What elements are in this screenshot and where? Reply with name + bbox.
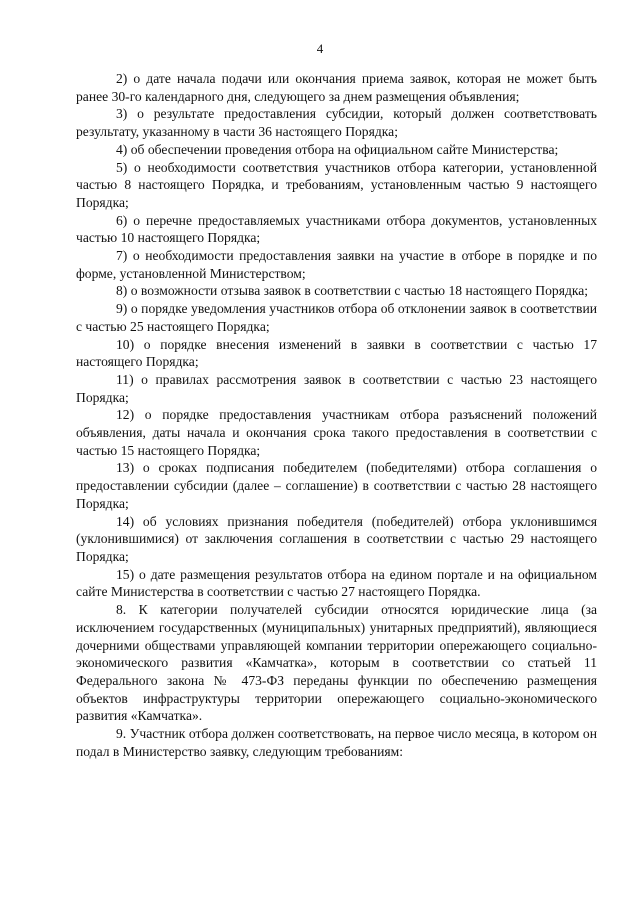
paragraph: 5) о необходимости соответствия участников отбора категории, установленной частью 8 настоящего Порядка, и требованиям, установленным частью 9 настоящего Порядка; [76,159,597,210]
paragraph: 8. К категории получателей субсидии относятся юридические лица (за исключением государственных (муниципальных) унитарных предприятий), являющиеся дочерними обществами управляющей компании территории опережающего социально-экономического развития «Камчатка», которым в соответствии со статьей 11 Федерального закона № 473-ФЗ переданы функции по обеспечению размещения объектов инфраструктуры территории опережающего социально-экономического развития «Камчатка». [76,602,597,724]
paragraph: 2) о дате начала подачи или окончания приема заявок, которая не может быть ранее 30-го календарного дня, следующего за днем размещения объявления; [76,71,597,104]
paragraph: 6) о перечне предоставляемых участниками отбора документов, установленных частью 10 настоящего Порядка; [76,212,597,246]
paragraph: 14) об условиях признания победителя (победителей) отбора уклонившимся (уклонившимися) от заключения соглашения в соответствии с частью 29 настоящего Порядка; [76,513,597,564]
document-body [76,70,597,760]
paragraph: 8) о возможности отзыва заявок в соответствии с частью 18 настоящего Порядка; [116,283,589,299]
paragraph: 3) о результате предоставления субсидии, который должен соответствовать результату, указанному в части 36 настоящего Порядка; [76,106,597,140]
paragraph: 9) о порядке уведомления участников отбора об отклонении заявок в соответствии с частью 25 настоящего Порядка; [76,301,597,334]
paragraph: 13) о сроках подписания победителем (победителями) отбора соглашения о предоставлении субсидии (далее – соглашение) в соответствии с частью 28 настоящего Порядка; [76,460,597,511]
paragraph: 12) о порядке предоставления участникам отбора разъяснений положений объявления, даты начала и окончания срока такого предоставления в соответствии с частью 15 настоящего Порядка; [76,407,597,458]
paragraph: 10) о порядке внесения изменений в заявки в соответствии с частью 17 настоящего Порядка; [76,336,597,370]
paragraph: 15) о дате размещения результатов отбора на едином портале и на официальном сайте Министерства в соответствии с частью 27 настоящего Порядка. [76,566,597,600]
paragraph: 11) о правилах рассмотрения заявок в соответствии с частью 23 настоящего Порядка; [76,371,597,405]
paragraph: 7) о необходимости предоставления заявки на участие в отборе в порядке и по форме, установленной Министерством; [76,248,597,281]
paragraph: 9. Участник отбора должен соответствовать, на первое число месяца, в котором он подал в Министерство заявку, следующим требованиям: [76,726,597,759]
paragraph: 4) об обеспечении проведения отбора на официальном сайте Министерства; [116,141,559,157]
page-number: 4 [316,41,324,56]
